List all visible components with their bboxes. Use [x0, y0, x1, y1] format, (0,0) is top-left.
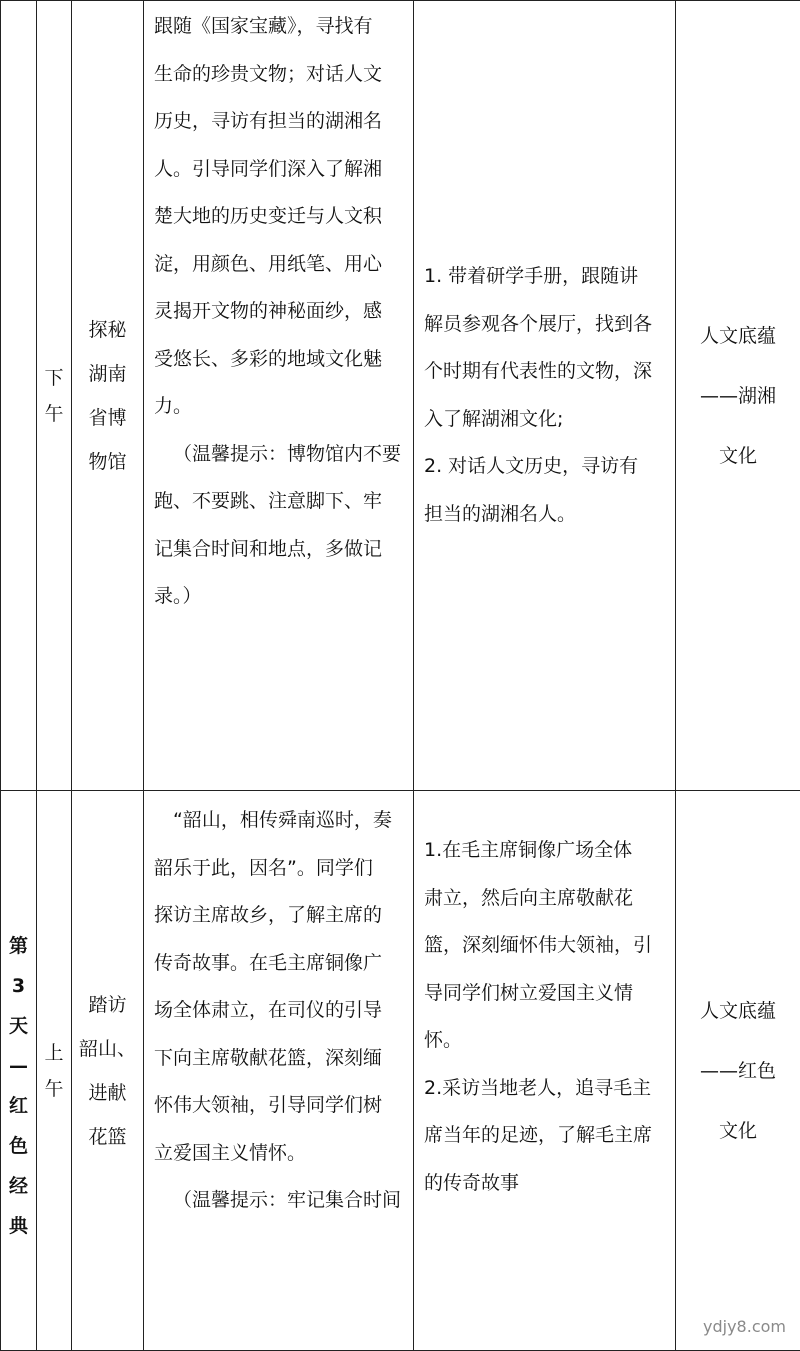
content-line: 记集合时间和地点，多做记: [154, 526, 405, 574]
day-char: 天: [1, 1006, 36, 1046]
task-line: 担当的湖湘名人。: [424, 491, 667, 539]
watermark: ydjy8.com: [703, 1317, 786, 1336]
place-line: 探秘: [78, 308, 137, 352]
table-row-museum: [1, 1, 800, 791]
goal-line: 人文底蕴: [676, 981, 800, 1041]
period-char: 午: [37, 396, 71, 432]
content-line: 人。引导同学们深入了解湘: [154, 146, 405, 194]
task-line: 的传奇故事: [424, 1160, 667, 1208]
content-line: “韶山，相传舜南巡时，奏: [154, 797, 405, 845]
task-line: 导同学们树立爱国主义情: [424, 970, 667, 1018]
content-line: 韶乐于此，因名”。同学们: [154, 845, 405, 893]
goal-cell: [676, 791, 800, 1351]
day-label-cell: [1, 1, 37, 791]
place-line: 进献: [78, 1071, 137, 1115]
content-line: 录。）: [154, 573, 405, 621]
task-line: 解员参观各个展厅，找到各: [424, 301, 667, 349]
tasks-cell: [414, 791, 676, 1351]
goal-line: 文化: [676, 1101, 800, 1161]
day-label-cell: [1, 791, 37, 1351]
content-line: 跑、不要跳、注意脚下、牢: [154, 478, 405, 526]
content-line: 楚大地的历史变迁与人文积: [154, 193, 405, 241]
task-line: 1. 带着研学手册，跟随讲: [424, 253, 667, 301]
goal-line: 文化: [676, 426, 800, 486]
tasks-cell: [414, 1, 676, 791]
task-line: 肃立，然后向主席敬献花: [424, 875, 667, 923]
task-line: 2. 对话人文历史，寻访有: [424, 443, 667, 491]
day-char: —: [1, 1046, 36, 1086]
task-line: 篮，深刻缅怀伟大领袖，引: [424, 922, 667, 970]
place-cell: [72, 791, 144, 1351]
content-line: 探访主席故乡，了解主席的: [154, 892, 405, 940]
day-char: 3: [1, 966, 36, 1006]
task-line: 2.采访当地老人，追寻毛主: [424, 1065, 667, 1113]
content-line: 场全体肃立，在司仪的引导: [154, 987, 405, 1035]
table-row-shaoshan: [1, 791, 800, 1351]
content-line: 受悠长、多彩的地域文化魅: [154, 336, 405, 384]
content-line: （温馨提示：博物馆内不要: [154, 431, 405, 479]
day-char: 红: [1, 1086, 36, 1126]
place-line: 省博: [78, 396, 137, 440]
place-line: 物馆: [78, 440, 137, 484]
content-line: 灵揭开文物的神秘面纱，感: [154, 288, 405, 336]
content-cell: [144, 1, 414, 791]
day-char: 色: [1, 1126, 36, 1166]
day-char: 第: [1, 926, 36, 966]
period-char: 午: [37, 1071, 71, 1107]
period-cell: [37, 1, 72, 791]
goal-line: ——红色: [676, 1041, 800, 1101]
period-char: 上: [37, 1035, 71, 1071]
content-line: 传奇故事。在毛主席铜像广: [154, 940, 405, 988]
goal-cell: [676, 1, 800, 791]
place-line: 踏访: [78, 983, 137, 1027]
content-line: 立爱国主义情怀。: [154, 1130, 405, 1178]
period-char: 下: [37, 360, 71, 396]
task-line: 1.在毛主席铜像广场全体: [424, 827, 667, 875]
task-line: 个时期有代表性的文物，深: [424, 348, 667, 396]
goal-line: 人文底蕴: [676, 306, 800, 366]
place-line: 花篮: [78, 1115, 137, 1159]
goal-line: ——湖湘: [676, 366, 800, 426]
content-cell: [144, 791, 414, 1351]
content-line: 力。: [154, 383, 405, 431]
day-char: 典: [1, 1206, 36, 1246]
place-line: 湖南: [78, 352, 137, 396]
content-line: 怀伟大领袖，引导同学们树: [154, 1082, 405, 1130]
task-line: 入了解湖湘文化;: [424, 396, 667, 444]
place-cell: [72, 1, 144, 791]
content-line: 生命的珍贵文物；对话人文: [154, 51, 405, 99]
content-line: 历史，寻访有担当的湖湘名: [154, 98, 405, 146]
period-cell: [37, 791, 72, 1351]
content-line: 下向主席敬献花篮，深刻缅: [154, 1035, 405, 1083]
content-line: 跟随《国家宝藏》，寻找有: [154, 3, 405, 51]
content-line: （温馨提示：牢记集合时间: [154, 1177, 405, 1225]
place-line: 韶山、: [78, 1027, 137, 1071]
content-line: 淀，用颜色、用纸笔、用心: [154, 241, 405, 289]
task-line: 怀。: [424, 1017, 667, 1065]
task-line: 席当年的足迹，了解毛主席: [424, 1112, 667, 1160]
day-char: 经: [1, 1166, 36, 1206]
